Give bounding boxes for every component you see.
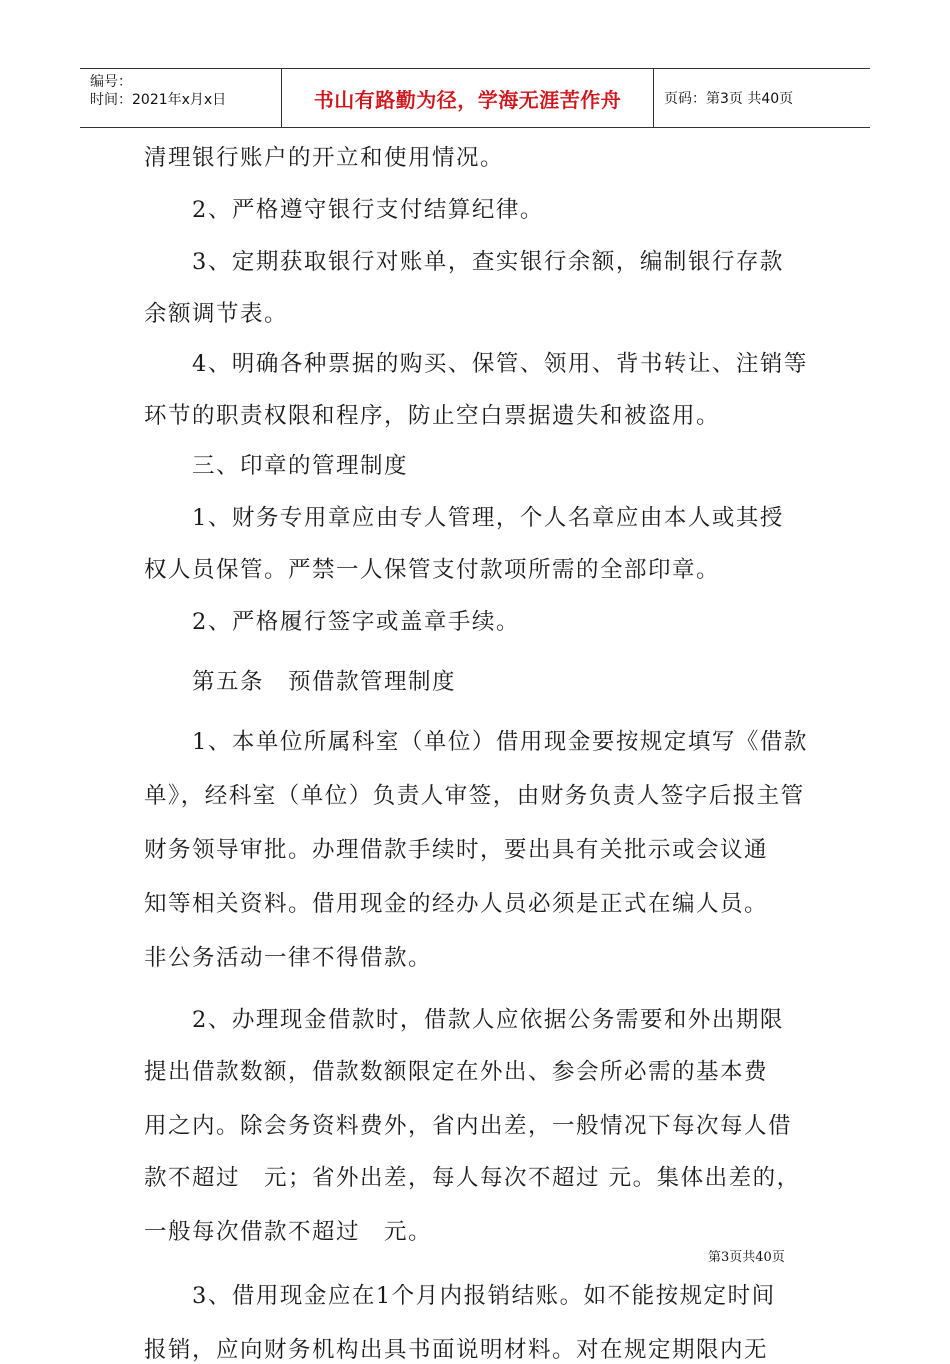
text-line: 用之内。除会务资料费外，省内出差，一般情况下每次每人借 — [144, 1113, 793, 1139]
text-line: 清理银行账户的开立和使用情况。 — [144, 145, 505, 171]
text-line: 单》，经科室（单位）负责人审签，由财务负责人签字后报主管 — [144, 783, 805, 809]
text-line: 1、本单位所属科室（单位）借用现金要按规定填写《借款 — [144, 729, 808, 755]
header-motto: 书山有路勤为径，学海无涯苦作舟 — [282, 69, 654, 127]
text-line: 权人员保管。严禁一人保管支付款项所需的全部印章。 — [144, 557, 721, 583]
header-meta — [80, 69, 282, 127]
text-line: 非公务活动一律不得借款。 — [144, 945, 433, 971]
text-line: 2、办理现金借款时，借款人应依据公务需要和外出期限 — [144, 1007, 784, 1033]
page-footer: 第3页共40页 — [708, 1250, 785, 1265]
text-line: 余额调节表。 — [144, 301, 289, 327]
text-line: 3、借用现金应在1个月内报销结账。如不能按规定时间 — [144, 1283, 776, 1309]
text-line: 知等相关资料。借用现金的经办人员必须是正式在编人员。 — [144, 891, 769, 917]
page-header — [80, 68, 870, 128]
text-line: 3、定期获取银行对账单，查实银行余额，编制银行存款 — [144, 249, 784, 275]
time-label: 时间：2021年x月x日 — [90, 92, 227, 108]
text-line: 一般每次借款不超过 元。 — [144, 1219, 433, 1245]
header-page-info: 页码：第3页 共40页 — [664, 91, 794, 107]
article-heading: 第五条 预借款管理制度 — [144, 669, 457, 695]
text-line: 1、财务专用章应由专人管理，个人名章应由本人或其授 — [144, 505, 784, 531]
text-line: 环节的职责权限和程序，防止空白票据遗失和被盗用。 — [144, 403, 721, 429]
text-line: 2、严格履行签字或盖章手续。 — [144, 609, 520, 635]
text-line: 报销，应向财务机构出具书面说明材料。对在规定期限内无 — [144, 1337, 769, 1363]
text-line: 4、明确各种票据的购买、保管、领用、背书转让、注销等 — [144, 351, 808, 377]
number-label: 编号： — [90, 74, 132, 90]
text-line: 2、严格遵守银行支付结算纪律。 — [144, 197, 544, 223]
section-heading: 三、印章的管理制度 — [144, 453, 409, 479]
text-line: 款不超过 元；省外出差，每人每次不超过 元。集体出差的， — [144, 1165, 801, 1191]
text-line: 财务领导审批。办理借款手续时，要出具有关批示或会议通 — [144, 837, 769, 863]
text-line: 提出借款数额，借款数额限定在外出、参会所必需的基本费 — [144, 1059, 769, 1085]
